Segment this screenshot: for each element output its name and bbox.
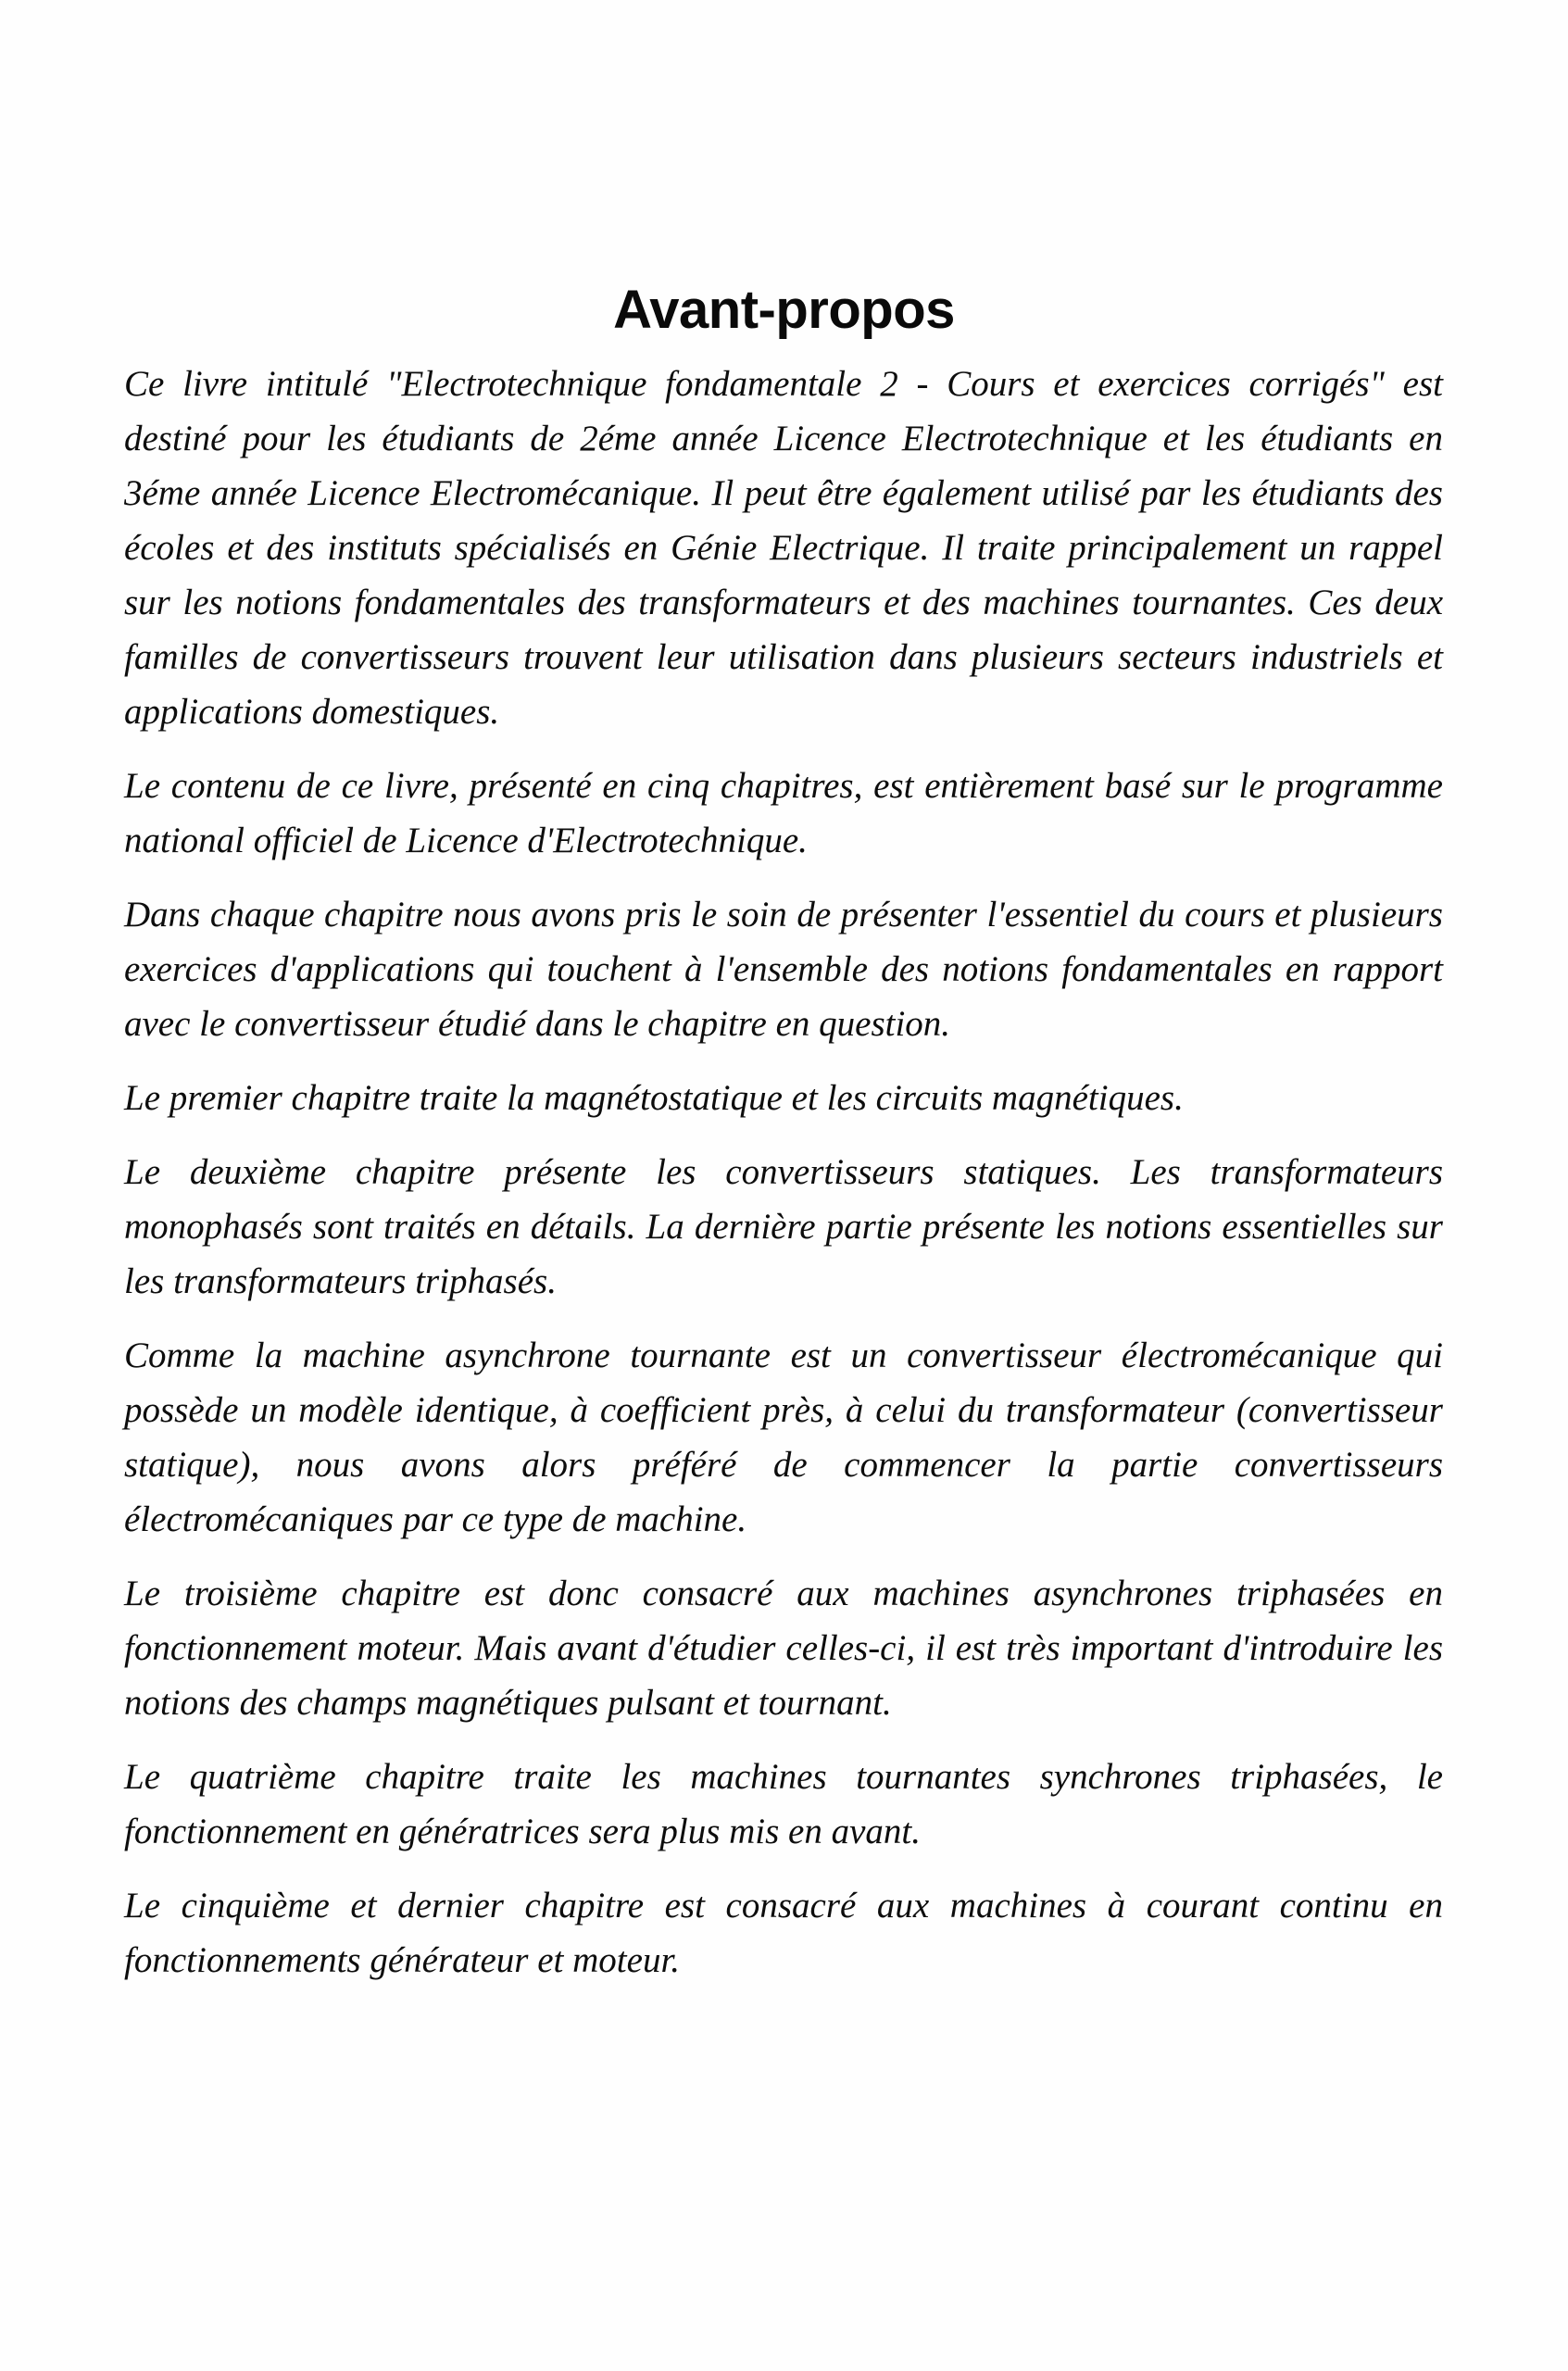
paragraph-chapter-4: Le quatrième chapitre traite les machines tournantes synchrones triphasées, le fonctionnement en génératrices sera plus mis en avant. xyxy=(124,1757,1443,1851)
paragraph-chapter-3: Le troisième chapitre est donc consacré aux machines asynchrones triphasées en fonctionnement moteur. Mais avant d'étudier celles-ci, il est très important d'introduire les notions des champs magnétiques pulsant et tournant. xyxy=(124,1574,1443,1723)
paragraph-asynchronous-rationale: Comme la machine asynchrone tournante est un convertisseur électromécanique qui possède un modèle identique, à coefficient près, à celui du transformateur (convertisseur statique), nous avons alors préféré de commencer la partie convertisseurs électromécaniques par ce type de machine. xyxy=(124,1336,1443,1539)
paragraph-chapter-1: Le premier chapitre traite la magnétostatique et les circuits magnétiques. xyxy=(124,1078,1184,1118)
paragraph-chapter-5: Le cinquième et dernier chapitre est consacré aux machines à courant continu en fonctionnements générateur et moteur. xyxy=(124,1886,1443,1980)
paragraph-content: Le contenu de ce livre, présenté en cinq chapitres, est entièrement basé sur le programme national officiel de Licence d'Electrotechnique. xyxy=(124,766,1443,860)
paragraph-chapter-2: Le deuxième chapitre présente les convertisseurs statiques. Les transformateurs monophasés sont traités en détails. La dernière partie présente les notions essentielles sur les transformateurs triphasés. xyxy=(124,1152,1443,1301)
foreword-body xyxy=(124,357,1443,2007)
paragraph-intro: Ce livre intitulé "Electrotechnique fondamentale 2 - Cours et exercices corrigés" est destiné pour les étudiants de 2éme année Licence Electrotechnique et les étudiants en 3éme année Licence Electromécanique. Il peut être également utilisé par les étudiants des écoles et des instituts spécialisés en Génie Electrique. Il traite principalement un rappel sur les notions fondamentales des transformateurs et des machines tournantes. Ces deux familles de convertisseurs trouvent leur utilisation dans plusieurs secteurs industriels et applications domestiques. xyxy=(124,364,1443,732)
page-title: Avant-propos xyxy=(613,279,955,340)
paragraph-method: Dans chaque chapitre nous avons pris le soin de présenter l'essentiel du cours et plusieurs exercices d'applications qui touchent à l'ensemble des notions fondamentales en rapport avec le convertisseur étudié dans le chapitre en question. xyxy=(124,895,1443,1044)
